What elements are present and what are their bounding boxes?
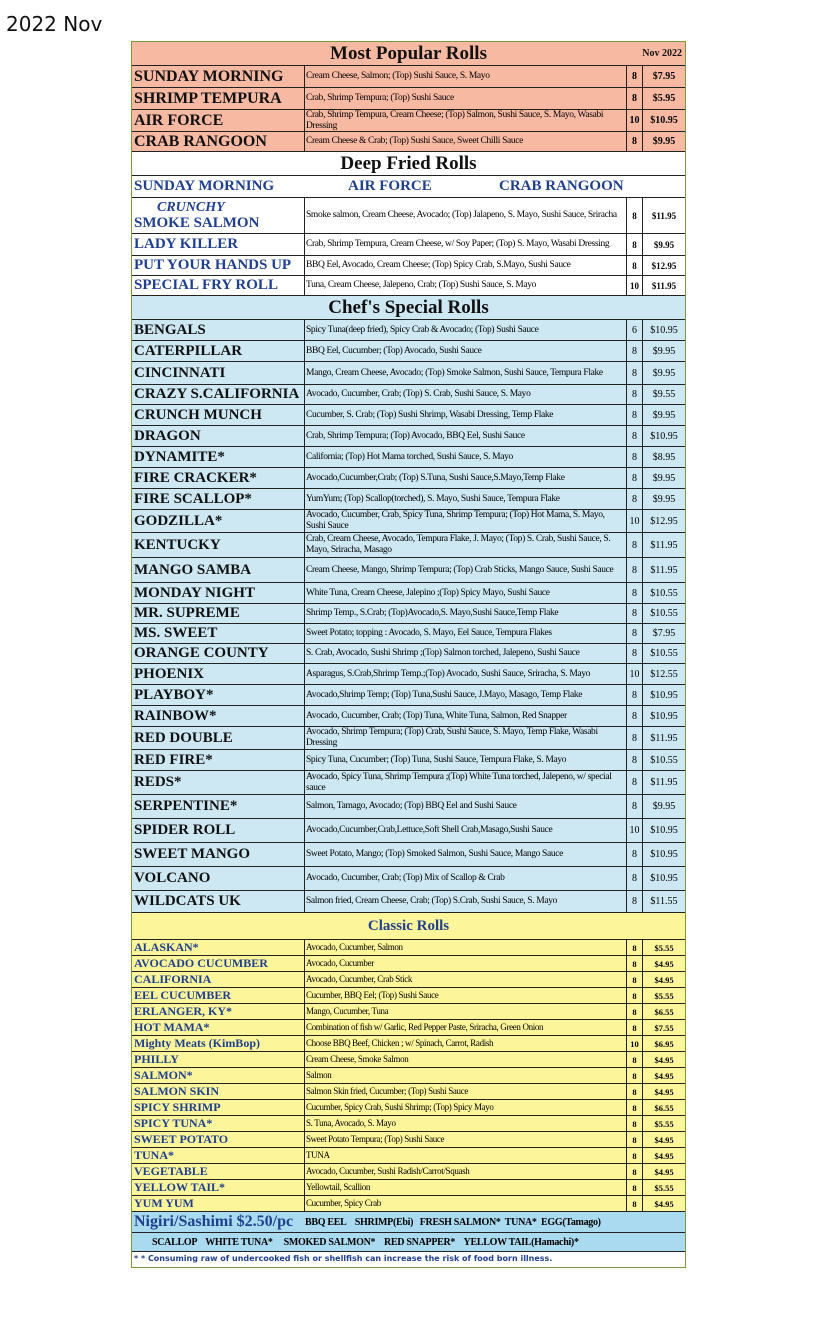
roll-description: Cucumber, S. Crab; (Top) Sushi Shrimp, Wasabi Dressing, Temp Flake xyxy=(305,405,627,425)
piece-count: 8 xyxy=(627,132,643,151)
date-label: 2022 Nov xyxy=(6,12,103,36)
roll-price: $10.55 xyxy=(650,648,678,659)
roll-price: $6.55 xyxy=(654,1006,674,1017)
roll-price: $5.55 xyxy=(654,942,674,953)
subhead-item: SUNDAY MORNING xyxy=(134,178,275,194)
roll-description: Tuna, Cream Cheese, Jalepeno, Crab; (Top) Sushi Sauce, S. Mayo xyxy=(305,276,627,295)
roll-description: Avocado, Spicy Tuna, Shrimp Tempura ;(Top) White Tuna torched, Jalepeno, w/ special sauce xyxy=(305,771,627,794)
piece-count: 8 xyxy=(627,940,643,955)
nigiri-items: BBQ EEL SHRIMP(Ebi) FRESH SALMON* TUNA* EGG(Tamago) xyxy=(305,1216,601,1228)
classic-section xyxy=(132,913,685,1212)
roll-price: $8.95 xyxy=(652,451,676,463)
roll-name: FIRE SCALLOP* xyxy=(132,489,305,509)
roll-name: YELLOW TAIL* xyxy=(132,1180,305,1195)
deep-fried-title: Deep Fried Rolls xyxy=(132,152,685,176)
roll-description: BBQ Eel, Cucumber; (Top) Avocado, Sushi Sauce xyxy=(305,341,627,361)
roll-price: $10.95 xyxy=(650,825,678,836)
roll-description: Crab, Shrimp Tempura, Cream Cheese, w/ Soy Paper; (Top) S. Mayo, Wasabi Dressing xyxy=(305,234,627,255)
piece-count: 8 xyxy=(627,956,643,971)
raw-fish-warning: * * Consuming raw of undercooked fish or shellfish can increase the risk of food born illness. xyxy=(134,1254,553,1263)
roll-name: REDS* xyxy=(132,771,305,794)
roll-name: CATERPILLAR xyxy=(132,341,305,361)
roll-description: Avocado,Shrimp Temp; (Top) Tuna,Sushi Sauce, J.Mayo, Masago, Temp Flake xyxy=(305,685,627,705)
menu-row xyxy=(132,276,685,296)
roll-price: $10.95 xyxy=(650,710,678,722)
roll-name: ORANGE COUNTY xyxy=(132,644,305,663)
menu-row xyxy=(132,988,685,1004)
menu-row xyxy=(132,956,685,972)
menu-row xyxy=(132,558,685,583)
roll-price: $10.95 xyxy=(650,873,678,884)
roll-name: FIRE CRACKER* xyxy=(132,468,305,488)
piece-count: 8 xyxy=(627,1068,643,1083)
roll-price: $10.95 xyxy=(650,430,678,442)
roll-description: Sweet Potato, Mango; (Top) Smoked Salmon, Sushi Sauce, Mango Sauce xyxy=(305,843,627,866)
roll-name: PHILLY xyxy=(132,1052,305,1067)
subhead-item: CRAB RANGOON xyxy=(499,178,624,194)
menu-row xyxy=(132,1020,685,1036)
menu-row xyxy=(132,533,685,558)
roll-price: $11.55 xyxy=(650,896,678,907)
menu-row xyxy=(132,940,685,956)
roll-price: $11.95 xyxy=(650,777,678,788)
roll-name: SWEET POTATO xyxy=(132,1132,305,1147)
roll-price: $12.55 xyxy=(650,668,678,680)
classic-title: Classic Rolls xyxy=(132,913,685,940)
roll-name: BENGALS xyxy=(132,320,305,340)
chef-section xyxy=(132,296,685,913)
menu-row xyxy=(132,1164,685,1180)
roll-price: $10.95 xyxy=(650,115,678,126)
menu-row xyxy=(132,1100,685,1116)
menu-sheet xyxy=(131,41,686,1268)
roll-name: PUT YOUR HANDS UP xyxy=(132,256,305,275)
piece-count: 10 xyxy=(627,276,643,295)
roll-description: Cream Cheese, Salmon; (Top) Sushi Sauce, S. Mayo xyxy=(305,66,627,87)
roll-price: $12.95 xyxy=(650,515,678,527)
roll-description: Cucumber, BBQ Eel; (Top) Sushi Sauce xyxy=(305,988,627,1003)
menu-row xyxy=(132,1116,685,1132)
roll-price: $9.95 xyxy=(652,136,676,147)
roll-name: PHOENIX xyxy=(132,664,305,684)
roll-description: Crab, Cream Cheese, Avocado, Tempura Flake, J. Mayo; (Top) S. Crab, Sushi Sauce, S. Mayo, Sriracha, Masago xyxy=(305,533,627,557)
popular-title: Most Popular Rolls xyxy=(330,42,487,64)
menu-row xyxy=(132,234,685,256)
menu-row xyxy=(132,447,685,468)
roll-price: $7.95 xyxy=(652,628,676,639)
roll-description: Asparagus, S.Crab,Shrimp Temp.;(Top) Avocado, Sushi Sauce, Sriracha, S. Mayo xyxy=(305,664,627,684)
roll-name: AIR FORCE xyxy=(132,110,305,131)
piece-count: 8 xyxy=(627,88,643,109)
roll-name: SHRIMP TEMPURA xyxy=(132,88,305,109)
menu-row xyxy=(132,819,685,843)
menu-row xyxy=(132,66,685,88)
menu-row xyxy=(132,891,685,913)
roll-description: Smoke salmon, Cream Cheese, Avocado; (Top) Jalapeno, S. Mayo, Sushi Sauce, Sriracha xyxy=(305,198,627,233)
roll-price: $4.95 xyxy=(654,1198,674,1209)
menu-row xyxy=(132,341,685,362)
roll-name: GODZILLA* xyxy=(132,510,305,532)
roll-description: Avocado,Cucumber,Crab; (Top) S.Tuna, Sushi Sauce,S.Mayo,Temp Flake xyxy=(305,468,627,488)
roll-name: ALASKAN* xyxy=(132,940,305,955)
nigiri-line-2: SCALLOP WHITE TUNA* SMOKED SALMON* RED SNAPPER* YELLOW TAIL(Hamachi)* xyxy=(132,1232,685,1251)
roll-price: $4.95 xyxy=(654,1166,674,1177)
roll-price: $9.95 xyxy=(653,239,675,250)
roll-price: $10.95 xyxy=(650,689,678,701)
piece-count: 8 xyxy=(627,1020,643,1035)
roll-name: LADY KILLER xyxy=(132,234,305,255)
menu-row xyxy=(132,362,685,385)
roll-name: DRAGON xyxy=(132,426,305,446)
piece-count: 10 xyxy=(627,110,643,131)
roll-description: Salmon xyxy=(305,1068,627,1083)
roll-price: $6.55 xyxy=(654,1102,674,1113)
piece-count: 8 xyxy=(627,489,643,509)
nigiri-section xyxy=(132,1212,685,1252)
piece-count: 8 xyxy=(627,706,643,726)
menu-row xyxy=(132,843,685,867)
menu-row xyxy=(132,972,685,988)
roll-description: Avocado, Cucumber xyxy=(305,956,627,971)
nigiri-title: Nigiri/Sashimi $2.50/pc xyxy=(134,1213,294,1230)
piece-count: 8 xyxy=(627,1116,643,1131)
roll-description: Salmon Skin fried, Cucumber; (Top) Sushi Sauce xyxy=(305,1084,627,1099)
piece-count: 8 xyxy=(627,362,643,384)
deep-fried-section xyxy=(132,152,685,296)
roll-description: Sweet Potato; topping : Avocado, S. Mayo, Eel Sauce, Tempura Flakes xyxy=(305,624,627,643)
menu-row xyxy=(132,664,685,685)
roll-price: $12.95 xyxy=(651,260,677,271)
roll-name: SPICY SHRIMP xyxy=(132,1100,305,1115)
piece-count: 8 xyxy=(627,771,643,794)
menu-row xyxy=(132,256,685,276)
piece-count: 8 xyxy=(627,66,643,87)
roll-name: SALMON SKIN xyxy=(132,1084,305,1099)
menu-row xyxy=(132,604,685,624)
piece-count: 10 xyxy=(627,819,643,842)
menu-row xyxy=(132,583,685,604)
piece-count: 8 xyxy=(627,1180,643,1195)
menu-row xyxy=(132,1132,685,1148)
menu-row xyxy=(132,795,685,819)
roll-price: $4.95 xyxy=(654,1150,674,1161)
roll-description: Avocado, Shrimp Tempura; (Top) Crab, Sushi Sauce, S. Mayo, Temp Flake, Wasabi Dressing xyxy=(305,727,627,749)
roll-description: Choose BBQ Beef, Chicken ; w/ Spinach, Carrot, Radish xyxy=(305,1036,627,1051)
roll-description: Avocado, Cucumber, Sushi Radish/Carrot/Squash xyxy=(305,1164,627,1179)
roll-description: Cream Cheese, Mango, Shrimp Tempura; (Top) Crab Sticks, Mango Sauce, Sushi Sauce xyxy=(305,558,627,582)
roll-name: SMOKE SALMON xyxy=(134,214,260,231)
roll-name: MONDAY NIGHT xyxy=(132,583,305,603)
roll-description: Shrimp Temp., S.Crab; (Top)Avocado,S. Mayo,Sushi Sauce,Temp Flake xyxy=(305,604,627,623)
roll-price: $10.55 xyxy=(650,608,678,619)
piece-count: 8 xyxy=(627,256,643,275)
roll-price: $11.95 xyxy=(651,210,677,221)
roll-description: Combination of fish w/ Garlic, Red Pepper Paste, Sriracha, Green Onion xyxy=(305,1020,627,1035)
roll-description: TUNA xyxy=(305,1148,627,1163)
piece-count: 8 xyxy=(627,198,643,233)
menu-row xyxy=(132,88,685,110)
roll-name: EEL CUCUMBER xyxy=(132,988,305,1003)
date-badge: Nov 2022 xyxy=(642,48,682,59)
roll-description: Spicy Tuna, Cucumber; (Top) Tuna, Sushi Sauce, Tempura Flake, S. Mayo xyxy=(305,750,627,770)
roll-price: $7.55 xyxy=(654,1022,674,1033)
roll-description: Avocado, Cucumber, Crab; (Top) Mix of Scallop & Crab xyxy=(305,867,627,890)
section-title xyxy=(132,42,685,66)
roll-price: $5.55 xyxy=(654,1118,674,1129)
roll-description: YumYum; (Top) Scallop(torched), S. Mayo, Sushi Sauce, Tempura Flake xyxy=(305,489,627,509)
deep-fried-subhead xyxy=(132,176,685,198)
piece-count: 8 xyxy=(627,727,643,749)
roll-name: SPECIAL FRY ROLL xyxy=(132,276,305,295)
menu-row xyxy=(132,1052,685,1068)
roll-description: Cream Cheese, Smoke Salmon xyxy=(305,1052,627,1067)
piece-count: 8 xyxy=(627,583,643,603)
piece-count: 8 xyxy=(627,1164,643,1179)
roll-description: S. Tuna, Avocado, S. Mayo xyxy=(305,1116,627,1131)
roll-price: $9.55 xyxy=(652,389,676,400)
roll-price: $10.55 xyxy=(650,587,678,599)
piece-count: 8 xyxy=(627,750,643,770)
roll-name: SPIDER ROLL xyxy=(132,819,305,842)
subhead-item: AIR FORCE xyxy=(348,178,432,194)
roll-price: $4.95 xyxy=(654,1070,674,1081)
menu-row xyxy=(132,750,685,771)
menu-row xyxy=(132,685,685,706)
roll-name: SALMON* xyxy=(132,1068,305,1083)
piece-count: 8 xyxy=(627,685,643,705)
roll-name: MR. SUPREME xyxy=(132,604,305,623)
roll-name: SUNDAY MORNING xyxy=(132,66,305,87)
roll-name: RED DOUBLE xyxy=(132,727,305,749)
piece-count: 8 xyxy=(627,988,643,1003)
piece-count: 10 xyxy=(627,1036,643,1051)
piece-count: 8 xyxy=(627,1196,643,1211)
piece-count: 8 xyxy=(627,1004,643,1019)
piece-count: 8 xyxy=(627,468,643,488)
roll-name: Mighty Meats (KimBop) xyxy=(132,1036,305,1051)
roll-name: PLAYBOY* xyxy=(132,685,305,705)
roll-name: ERLANGER, KY* xyxy=(132,1004,305,1019)
piece-count: 8 xyxy=(627,891,643,912)
roll-description: Avocado, Cucumber, Crab Stick xyxy=(305,972,627,987)
piece-count: 8 xyxy=(627,1148,643,1163)
roll-name: TUNA* xyxy=(132,1148,305,1163)
roll-description: Yellowtail, Scallion xyxy=(305,1180,627,1195)
piece-count: 8 xyxy=(627,795,643,818)
piece-count: 8 xyxy=(627,341,643,361)
menu-row xyxy=(132,1036,685,1052)
roll-name: SERPENTINE* xyxy=(132,795,305,818)
roll-name: CINCINNATI xyxy=(132,362,305,384)
roll-price: $5.55 xyxy=(654,1182,674,1193)
piece-count: 6 xyxy=(627,320,643,340)
roll-price: $4.95 xyxy=(654,1134,674,1145)
roll-description: Cream Cheese & Crab; (Top) Sushi Sauce, Sweet Chilli Sauce xyxy=(305,132,627,151)
menu-row xyxy=(132,385,685,405)
roll-name: SPICY TUNA* xyxy=(132,1116,305,1131)
roll-price: $10.55 xyxy=(650,754,678,766)
roll-price: $11.95 xyxy=(651,280,677,291)
menu-row xyxy=(132,1180,685,1196)
roll-name: RAINBOW* xyxy=(132,706,305,726)
menu-row xyxy=(132,132,685,152)
piece-count: 8 xyxy=(627,644,643,663)
roll-description: Avocado, Cucumber, Salmon xyxy=(305,940,627,955)
roll-description: Sweet Potato Tempura; (Top) Sushi Sauce xyxy=(305,1132,627,1147)
menu-row xyxy=(132,706,685,727)
roll-name: WILDCATS UK xyxy=(132,891,305,912)
roll-name: AVOCADO CUCUMBER xyxy=(132,956,305,971)
roll-price: $4.95 xyxy=(654,958,674,969)
piece-count: 8 xyxy=(627,1084,643,1099)
popular-section xyxy=(132,42,685,152)
roll-price: $5.95 xyxy=(652,93,676,104)
roll-name: HOT MAMA* xyxy=(132,1020,305,1035)
roll-description: Mango, Cucumber, Tuna xyxy=(305,1004,627,1019)
menu-row xyxy=(132,468,685,489)
nigiri-line-1 xyxy=(132,1212,685,1232)
roll-name: CRAZY S.CALIFORNIA xyxy=(132,385,305,404)
piece-count: 8 xyxy=(627,604,643,623)
roll-description: Mango, Cream Cheese, Avocado; (Top) Smoke Salmon, Sushi Sauce, Tempura Flake xyxy=(305,362,627,384)
roll-price: $9.95 xyxy=(652,472,676,484)
menu-row xyxy=(132,1084,685,1100)
roll-description: White Tuna, Cream Cheese, Jalepino ;(Top) Spicy Mayo, Sushi Sauce xyxy=(305,583,627,603)
piece-count: 8 xyxy=(627,624,643,643)
piece-count: 8 xyxy=(627,234,643,255)
menu-row xyxy=(132,624,685,644)
menu-row xyxy=(132,1004,685,1020)
piece-count: 8 xyxy=(627,1132,643,1147)
roll-price: $9.95 xyxy=(652,409,676,421)
roll-name: DYNAMITE* xyxy=(132,447,305,467)
roll-price: $7.95 xyxy=(652,71,676,82)
piece-count: 8 xyxy=(627,867,643,890)
chef-title: Chef's Special Rolls xyxy=(132,296,685,320)
roll-price: $9.95 xyxy=(652,493,676,505)
roll-description: Avocado, Cucumber, Crab, Spicy Tuna, Shrimp Tempura; (Top) Hot Mama, S. Mayo, Sushi Sauce xyxy=(305,510,627,532)
roll-name: MS. SWEET xyxy=(132,624,305,643)
piece-count: 8 xyxy=(627,1052,643,1067)
roll-price: $4.95 xyxy=(654,1054,674,1065)
menu-row xyxy=(132,489,685,510)
roll-price: $10.95 xyxy=(650,849,678,860)
roll-name: VOLCANO xyxy=(132,867,305,890)
menu-row xyxy=(132,426,685,447)
roll-name: RED FIRE* xyxy=(132,750,305,770)
roll-description: Cucumber, Spicy Crab xyxy=(305,1196,627,1211)
menu-row xyxy=(132,771,685,795)
roll-price: $4.95 xyxy=(654,1086,674,1097)
menu-row xyxy=(132,867,685,891)
piece-count: 8 xyxy=(627,558,643,582)
roll-description: California; (Top) Hot Mama torched, Sushi Sauce, S. Mayo xyxy=(305,447,627,467)
piece-count: 10 xyxy=(627,510,643,532)
roll-price: $9.95 xyxy=(652,345,676,357)
piece-count: 8 xyxy=(627,1100,643,1115)
roll-description: Salmon fried, Cream Cheese, Crab; (Top) S.Crab, Sushi Sauce, S. Mayo xyxy=(305,891,627,912)
piece-count: 8 xyxy=(627,447,643,467)
menu-row xyxy=(132,198,685,234)
classic-rows xyxy=(132,940,685,1212)
roll-description: Spicy Tuna(deep fried), Spicy Crab & Avocado; (Top) Sushi Sauce xyxy=(305,320,627,340)
menu-row xyxy=(132,727,685,750)
roll-description: Salmon, Tamago, Avocado; (Top) BBQ Eel and Sushi Sauce xyxy=(305,795,627,818)
menu-row xyxy=(132,1196,685,1212)
roll-description: Cucumber, Spicy Crab, Sushi Shrimp; (Top) Spicy Mayo xyxy=(305,1100,627,1115)
menu-row xyxy=(132,320,685,341)
menu-row xyxy=(132,110,685,132)
roll-name: CALIFORNIA xyxy=(132,972,305,987)
roll-price: $11.95 xyxy=(650,539,678,551)
piece-count: 8 xyxy=(627,385,643,404)
piece-count: 8 xyxy=(627,533,643,557)
chef-rows xyxy=(132,320,685,913)
roll-name: CRUNCH MUNCH xyxy=(132,405,305,425)
roll-description: BBQ Eel, Avocado, Cream Cheese; (Top) Spicy Crab, S.Mayo, Sushi Sauce xyxy=(305,256,627,275)
piece-count: 8 xyxy=(627,843,643,866)
menu-row xyxy=(132,510,685,533)
roll-name: CRAB RANGOON xyxy=(132,132,305,151)
roll-price: $10.95 xyxy=(650,324,678,336)
roll-description: S. Crab, Avocado, Sushi Shrimp ;(Top) Salmon torched, Jalepeno, Sushi Sauce xyxy=(305,644,627,663)
roll-name: SWEET MANGO xyxy=(132,843,305,866)
roll-description: Avocado, Cucumber, Crab; (Top) S. Crab, Sushi Sauce, S. Mayo xyxy=(305,385,627,404)
piece-count: 8 xyxy=(627,972,643,987)
roll-price: $4.95 xyxy=(654,974,674,985)
roll-price: $9.95 xyxy=(652,367,676,379)
roll-price: $6.95 xyxy=(654,1038,674,1049)
roll-description: Crab, Shrimp Tempura; (Top) Sushi Sauce xyxy=(305,88,627,109)
roll-name: VEGETABLE xyxy=(132,1164,305,1179)
menu-row xyxy=(132,644,685,664)
roll-description: Crab, Shrimp Tempura, Cream Cheese; (Top) Salmon, Sushi Sauce, S. Mayo, Wasabi Dressing xyxy=(305,110,627,131)
roll-name xyxy=(132,198,305,233)
menu-row xyxy=(132,1148,685,1164)
roll-description: Avocado, Cucumber, Crab; (Top) Tuna, White Tuna, Salmon, Red Snapper xyxy=(305,706,627,726)
popular-rows xyxy=(132,66,685,152)
roll-description: Crab, Shrimp Tempura; (Top) Avocado, BBQ Eel, Sushi Sauce xyxy=(305,426,627,446)
piece-count: 8 xyxy=(627,405,643,425)
menu-row xyxy=(132,405,685,426)
deep-fried-rows xyxy=(132,198,685,296)
roll-name: MANGO SAMBA xyxy=(132,558,305,582)
piece-count: 10 xyxy=(627,664,643,684)
roll-price: $11.95 xyxy=(650,564,678,576)
piece-count: 8 xyxy=(627,426,643,446)
roll-description: Avocado,Cucumber,Crab,Lettuce,Soft Shell Crab,Masago,Sushi Sauce xyxy=(305,819,627,842)
roll-price: $11.95 xyxy=(650,732,678,744)
menu-row xyxy=(132,1068,685,1084)
roll-name: KENTUCKY xyxy=(132,533,305,557)
roll-price: $5.55 xyxy=(654,990,674,1001)
roll-name: YUM YUM xyxy=(132,1196,305,1211)
roll-price: $9.95 xyxy=(652,801,676,812)
crunchy-label: CRUNCHY xyxy=(157,199,225,215)
